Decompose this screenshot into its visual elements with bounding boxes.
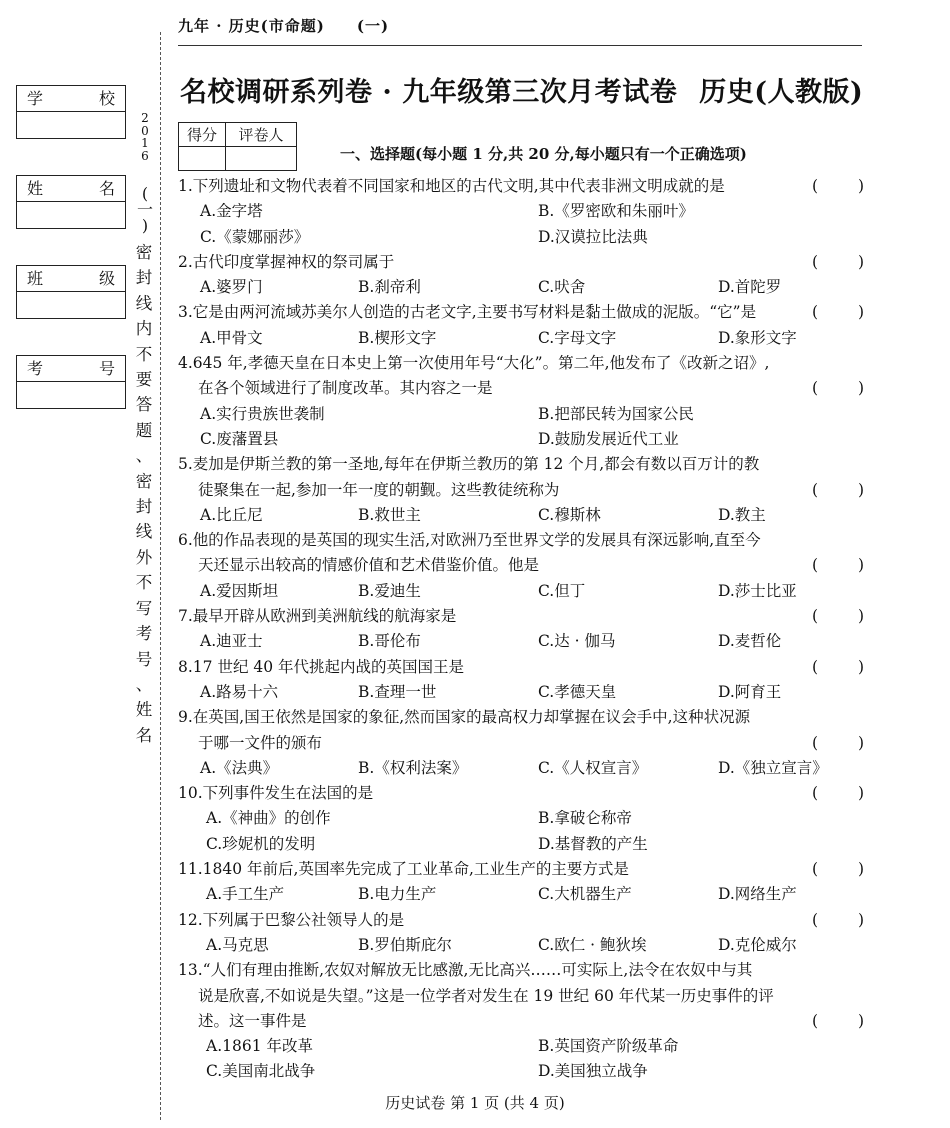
question-stem-line [178,958,864,983]
options-row [178,882,864,907]
title-subject: 历史(人教版) [699,77,864,108]
answer-option[interactable]: D.教主 [718,505,766,524]
label-char: 号 [98,359,115,378]
score-cell[interactable] [179,147,226,171]
answer-option[interactable]: D.汉谟拉比法典 [538,227,648,246]
answer-option[interactable]: D.鼓励发展近代工业 [538,429,679,448]
question-text: 6.他的作品表现的是英国的现实生活,对欧洲乃至世界文学的发展具有深远影响,直至今 [178,531,761,550]
answer-option[interactable]: C.穆斯林 [538,505,601,524]
seal-dashed-line [160,32,161,1120]
answer-option[interactable]: D.象形文字 [718,328,797,347]
answer-parentheses[interactable] [812,1009,864,1034]
info-field-input[interactable] [17,292,125,318]
question-text: 7.最早开辟从欧洲到美洲航线的航海家是 [178,607,457,626]
paren-open: ( [812,657,819,676]
info-field-input[interactable] [17,382,125,408]
options-row [178,806,864,831]
answer-option[interactable]: C.字母文字 [538,328,617,347]
answer-parentheses[interactable] [812,250,864,275]
label-char: 班 [27,269,44,288]
info-field-box [16,85,126,139]
question-stem-line [178,908,864,933]
exam-title [180,70,863,109]
vertical-char: 密 [135,471,153,491]
options-row [178,402,864,427]
vertical-char: 密 [135,243,153,262]
vertical-char: 号 [135,649,153,669]
answer-parentheses[interactable] [812,655,864,680]
question-stem-line [178,553,864,578]
vertical-char: 6 [141,148,149,163]
answer-option[interactable]: B.哥伦布 [358,632,421,651]
paren-open: ( [812,733,819,752]
paren-close: ) [857,657,864,676]
paren-close: ) [857,379,864,398]
question-text: 11.1840 年前后,英国率先完成了工业革命,工业生产的主要方式是 [178,860,629,879]
options-row [178,225,864,250]
question-text: 12.下列属于巴黎公社领导人的是 [178,910,405,929]
answer-option[interactable]: D.莎士比亚 [718,581,797,600]
options-row [178,680,864,705]
answer-parentheses[interactable] [812,300,864,325]
answer-option[interactable]: B.拿破仑称帝 [538,809,632,828]
answer-option[interactable]: C.美国南北战争 [206,1062,316,1081]
answer-option[interactable]: A.手工生产 [206,885,285,904]
info-field-input[interactable] [17,112,125,138]
options-row [178,756,864,781]
answer-option[interactable]: C.废藩置县 [200,429,279,448]
question-text: 天还显示出较高的情感价值和艺术借鉴价值。他是 [198,556,540,575]
vertical-char: 封 [135,497,153,517]
info-field-label [17,86,125,112]
question-stem-line [178,376,864,401]
answer-option[interactable]: A.甲骨文 [200,328,263,347]
answer-option[interactable]: D.网络生产 [718,885,797,904]
answer-option[interactable]: B.把部民转为国家公民 [538,404,694,423]
answer-option[interactable]: A.迪亚士 [200,632,263,651]
info-field-box [16,175,126,229]
answer-option[interactable]: C.吠舍 [538,278,586,297]
paren-open: ( [812,177,819,195]
header-subject: 九年 · 历史(市命题) [178,17,325,35]
options-row [178,629,864,654]
question-stem-line [178,781,864,806]
answer-option[interactable]: A.实行贵族世袭制 [200,404,325,423]
header-volume: (一) [356,17,390,35]
paren-close: ) [857,556,864,575]
page-footer: 历史试卷 第 1 页 (共 4 页) [385,1094,565,1112]
label-char: 考 [27,359,44,378]
answer-parentheses[interactable] [812,553,864,578]
answer-option[interactable]: B.英国资产阶级革命 [538,1037,679,1056]
answer-option[interactable]: B.刹帝利 [358,278,421,297]
options-row [178,1034,864,1059]
paren-open: ( [812,607,819,626]
paren-close: ) [857,1011,864,1030]
answer-option[interactable]: D.麦哲伦 [718,632,782,651]
paren-close: ) [857,177,864,195]
vertical-char: 写 [135,598,153,618]
answer-option[interactable]: A.1861 年改革 [206,1037,313,1056]
answer-option[interactable]: C.《人权宣言》 [538,758,648,777]
vertical-char: 线 [135,293,153,313]
options-row [178,933,864,958]
answer-option[interactable]: C.孝德天皇 [538,682,617,701]
question-text: 1.下列遗址和文物代表着不同国家和地区的古代文明,其中代表非洲文明成就的是 [178,177,725,195]
paren-open: ( [812,1011,819,1030]
vertical-char: 0 [141,123,149,138]
question-stem-line [178,351,864,376]
answer-option[interactable]: A.婆罗门 [200,278,263,297]
answer-option[interactable]: B.爱迪生 [358,581,421,600]
answer-option[interactable]: C.大机器生产 [538,885,632,904]
answer-option[interactable]: D.阿育王 [718,682,782,701]
paren-close: ) [857,607,864,626]
question-text: 5.麦加是伊斯兰教的第一圣地,每年在伊斯兰教历的第 12 个月,都会有数以百万计的教 [178,455,760,474]
question-text: 在各个领域进行了制度改革。其内容之一是 [198,379,493,398]
paren-open: ( [812,252,819,271]
answer-option[interactable]: D.克伦威尔 [718,935,797,954]
answer-option[interactable]: A.马克思 [206,935,269,954]
answer-option[interactable]: A.路易十六 [200,682,279,701]
vertical-char: 不 [135,344,153,364]
answer-option[interactable]: B.电力生产 [358,885,437,904]
vertical-char: 姓 [135,700,153,720]
question-stem-line [178,452,864,477]
score-table [178,122,297,171]
label-char: 级 [98,269,115,288]
answer-parentheses[interactable] [812,174,864,199]
label-char: 姓 [27,179,44,198]
answer-option[interactable]: B.救世主 [358,505,421,524]
answer-option[interactable]: A.《神曲》的创作 [206,809,331,828]
vertical-volume [135,186,155,234]
paren-close: ) [857,910,864,929]
question-text: 于哪一文件的颁布 [198,733,323,752]
vertical-char: ) [141,216,149,235]
answer-parentheses[interactable] [812,376,864,401]
answer-parentheses[interactable] [812,731,864,756]
answer-option[interactable]: D.《独立宣言》 [718,758,828,777]
paren-close: ) [857,303,864,322]
question-text: 9.在英国,国王依然是国家的象征,然而国家的最高权力却掌握在议会手中,这种状况源 [178,708,751,727]
question-stem-line [178,655,864,680]
question-stem-line [178,604,864,629]
answer-option[interactable]: D.美国独立战争 [538,1062,648,1081]
vertical-char: 一 [136,200,153,219]
vertical-char: 答 [135,395,153,415]
question-list [178,174,864,1085]
label-char: 名 [98,179,115,198]
title-main: 名校调研系列卷 · 九年级第三次月考试卷 [180,77,678,108]
paren-open: ( [812,379,819,398]
options-row [178,503,864,528]
grader-cell[interactable] [226,147,297,171]
answer-option[interactable]: A.比丘尼 [200,505,263,524]
vertical-char: 名 [135,725,153,745]
vertical-char: 不 [135,573,153,593]
question-text: 说是欣喜,不如说是失望。”这是一位学者对发生在 19 世纪 60 年代某一历史事件的评 [198,986,774,1005]
answer-option[interactable]: B.《罗密欧和朱丽叶》 [538,202,694,221]
vertical-char: 线 [135,522,153,542]
question-text: 8.17 世纪 40 年代挑起内战的英国国王是 [178,657,465,676]
header-rule [178,45,862,46]
question-text: 3.它是由两河流域苏美尔人创造的古老文字,主要书写材料是黏土做成的泥版。“它”是 [178,303,757,322]
paren-open: ( [812,480,819,499]
question-stem-line [178,478,864,503]
answer-option[interactable]: D.基督教的产生 [538,834,648,853]
info-field-label [17,356,125,382]
label-char: 学 [27,89,44,108]
grader-label: 评卷人 [226,123,297,147]
options-row [178,326,864,351]
paren-close: ) [857,733,864,752]
question-stem-line [178,300,864,325]
vertical-char: 考 [135,624,153,644]
answer-parentheses[interactable] [812,908,864,933]
question-text: 10.下列事件发生在法国的是 [178,784,374,803]
vertical-char: ( [141,184,149,203]
question-stem-line [178,857,864,882]
paren-close: ) [857,480,864,499]
answer-option[interactable]: B.罗伯斯庇尔 [358,935,452,954]
paren-open: ( [812,784,819,803]
paren-open: ( [812,556,819,575]
options-row [178,832,864,857]
answer-option[interactable]: D.首陀罗 [718,278,782,297]
info-field-label [17,266,125,292]
answer-parentheses[interactable] [812,478,864,503]
answer-option[interactable]: C.欧仁 · 鲍狄埃 [538,935,647,954]
score-label: 得分 [179,123,226,147]
answer-option[interactable]: A.金字塔 [200,202,263,221]
running-header [178,15,389,36]
answer-option[interactable]: C.《蒙娜丽莎》 [200,227,310,246]
vertical-char: 外 [135,547,153,567]
options-row [178,579,864,604]
vertical-char: 内 [135,319,153,339]
options-row [178,1059,864,1084]
answer-option[interactable]: C.但丁 [538,581,586,600]
section-title: 一、选择题(每小题 1 分,共 20 分,每小题只有一个正确选项) [340,145,747,163]
paren-close: ) [857,784,864,803]
vertical-char: 、 [135,446,153,466]
options-row [178,427,864,452]
options-row [178,199,864,224]
answer-option[interactable]: A.爱因斯坦 [200,581,279,600]
question-text: 4.645 年,孝德天皇在日本史上第一次使用年号“大化”。第二年,他发布了《改新之诏》, [178,354,770,373]
answer-option[interactable]: B.楔形文字 [358,328,437,347]
answer-parentheses[interactable] [812,604,864,629]
options-row [178,275,864,300]
paren-open: ( [812,860,819,879]
question-text: 13.“人们有理由推断,农奴对解放无比感激,无比高兴……可实际上,法令在农奴中与其 [178,961,753,980]
answer-parentheses[interactable] [812,857,864,882]
paren-close: ) [857,252,864,271]
vertical-char: 2 [141,111,149,125]
info-field-box [16,265,126,319]
question-stem-line [178,705,864,730]
question-stem-line [178,174,864,199]
vertical-char: 要 [135,370,153,390]
question-stem-line [178,250,864,275]
question-stem-line [178,984,864,1009]
question-text: 述。这一事件是 [198,1011,307,1030]
question-stem-line [178,1009,864,1034]
paren-close: ) [857,860,864,879]
info-field-input[interactable] [17,202,125,228]
question-text: 徒聚集在一起,参加一年一度的朝觐。这些教徒统称为 [198,480,560,499]
answer-option[interactable]: A.《法典》 [200,758,279,777]
paren-open: ( [812,910,819,929]
answer-option[interactable]: B.《权利法案》 [358,758,468,777]
answer-option[interactable]: B.查理一世 [358,682,437,701]
vertical-char: 题 [135,420,153,440]
vertical-char: 1 [141,136,149,150]
question-stem-line [178,528,864,553]
info-field-label [17,176,125,202]
paren-open: ( [812,303,819,322]
question-stem-line [178,731,864,756]
info-field-box [16,355,126,409]
answer-option[interactable]: C.珍妮机的发明 [206,834,316,853]
vertical-char: 、 [135,674,153,694]
seal-line-notice [133,240,155,748]
answer-option[interactable]: C.达 · 伽马 [538,632,616,651]
answer-parentheses[interactable] [812,781,864,806]
vertical-char: 封 [135,268,153,288]
question-text: 2.古代印度掌握神权的祭司属于 [178,252,395,271]
vertical-year [138,112,152,162]
label-char: 校 [98,89,115,108]
